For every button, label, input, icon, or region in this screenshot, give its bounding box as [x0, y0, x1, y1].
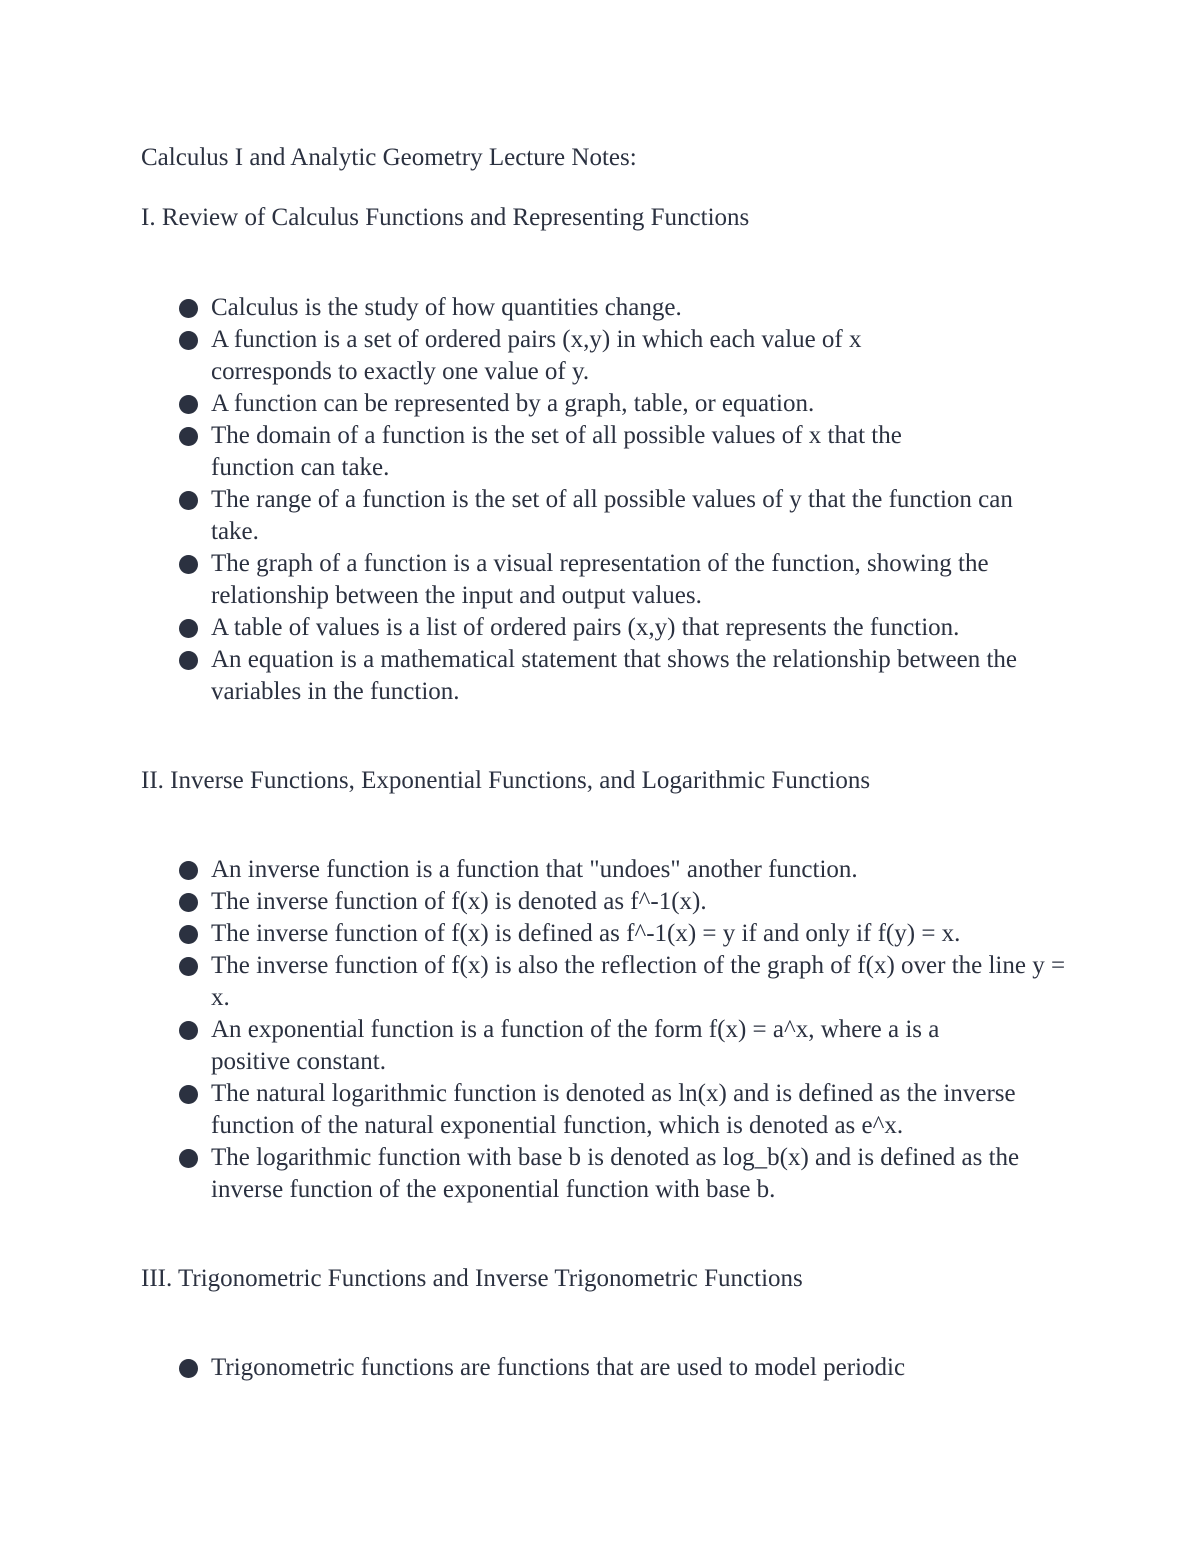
list-item-text: The inverse function of f(x) is denoted as f^-1(x).: [211, 888, 707, 915]
bullet-icon: [179, 555, 198, 574]
list-item: [176, 854, 1076, 886]
bullet-icon: [179, 427, 198, 446]
list-item-text: The graph of a function is a visual representation of the function, showing the relationship between the input and output values.: [211, 550, 989, 609]
list-item-text: An exponential function is a function of the form f(x) = a^x, where a is a positive constant.: [211, 1016, 940, 1075]
bullet-icon: [179, 1085, 198, 1104]
list-item-text: The natural logarithmic function is denoted as ln(x) and is defined as the inverse function of the natural exponential function, which is denoted as e^x.: [211, 1080, 1016, 1139]
section-heading-1: I. Review of Calculus Functions and Representing Functions: [141, 204, 750, 231]
list-item: [176, 1352, 1076, 1384]
section-3-bullet-list: [176, 1352, 1076, 1384]
list-item-text: Trigonometric functions are functions that are used to model periodic: [211, 1354, 906, 1381]
list-item: [176, 292, 1076, 324]
list-item: [176, 612, 1076, 644]
bullet-icon: [179, 1149, 198, 1168]
list-item-text: The domain of a function is the set of all possible values of x that the function can take.: [211, 422, 902, 481]
bullet-icon: [179, 1359, 198, 1378]
bullet-icon: [179, 491, 198, 510]
list-item: [176, 324, 1076, 388]
section-heading-3: III. Trigonometric Functions and Inverse Trigonometric Functions: [141, 1265, 803, 1292]
list-item-text: A function is a set of ordered pairs (x,y) in which each value of x corresponds to exactly one value of y.: [211, 326, 862, 385]
list-item-text: The logarithmic function with base b is denoted as log_b(x) and is defined as the inverse function of the exponential function with base b.: [211, 1144, 1020, 1203]
list-item: [176, 548, 1076, 612]
list-item-text: A function can be represented by a graph, table, or equation.: [211, 390, 815, 417]
bullet-icon: [179, 395, 198, 414]
section-heading-2: II. Inverse Functions, Exponential Functions, and Logarithmic Functions: [141, 767, 871, 794]
list-item-text: Calculus is the study of how quantities change.: [211, 294, 682, 321]
list-item: [176, 484, 1076, 548]
bullet-icon: [179, 331, 198, 350]
list-item: [176, 388, 1076, 420]
bullet-icon: [179, 893, 198, 912]
list-item-text: An inverse function is a function that "undoes" another function.: [211, 856, 858, 883]
bullet-icon: [179, 1021, 198, 1040]
bullet-icon: [179, 619, 198, 638]
list-item: [176, 420, 1076, 484]
list-item-text: The inverse function of f(x) is defined as f^-1(x) = y if and only if f(y) = x.: [211, 920, 961, 947]
section-1-bullet-list: [176, 292, 1076, 708]
list-item: [176, 1142, 1076, 1206]
bullet-icon: [179, 925, 198, 944]
list-item-text: The range of a function is the set of all possible values of y that the function can take.: [211, 486, 1013, 545]
bullet-icon: [179, 299, 198, 318]
list-item-text: An equation is a mathematical statement that shows the relationship between the variables in the function.: [211, 646, 1018, 705]
list-item: [176, 950, 1076, 1014]
list-item: [176, 1078, 1076, 1142]
list-item-text: A table of values is a list of ordered pairs (x,y) that represents the function.: [211, 614, 960, 641]
bullet-icon: [179, 651, 198, 670]
list-item-text: The inverse function of f(x) is also the reflection of the graph of f(x) over the line y = x.: [211, 952, 1066, 1011]
bullet-icon: [179, 957, 198, 976]
section-2-bullet-list: [176, 854, 1076, 1206]
list-item: [176, 1014, 1076, 1078]
document-title: Calculus I and Analytic Geometry Lecture Notes:: [141, 144, 637, 171]
list-item: [176, 644, 1076, 708]
bullet-icon: [179, 861, 198, 880]
list-item: [176, 918, 1076, 950]
list-item: [176, 886, 1076, 918]
